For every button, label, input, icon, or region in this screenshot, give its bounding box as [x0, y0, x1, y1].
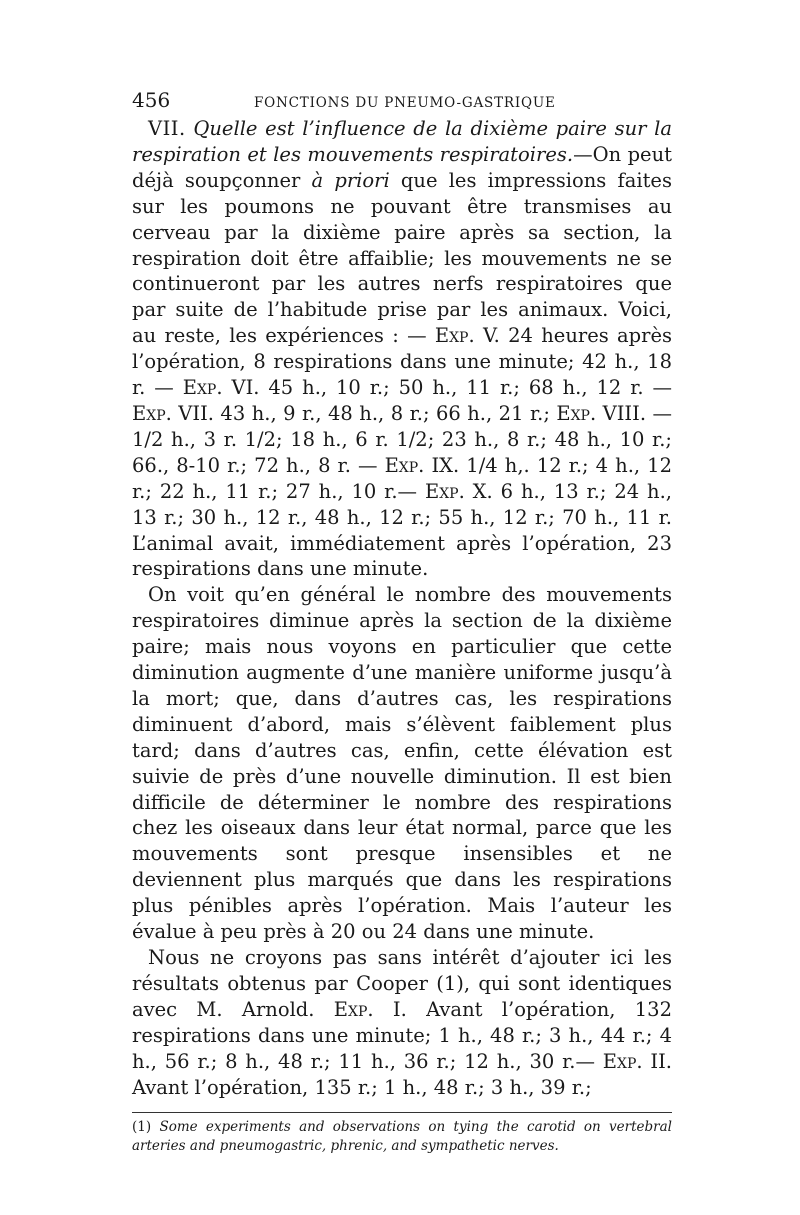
page-number: 456 [132, 88, 171, 112]
paragraph-general: On voit qu’en général le nombre des mouvements respiratoires diminue après la section de la dixième paire; mais nous voyons en particulier que cette diminution augmente d’une manière uniforme jusqu’à la mort; que, dans d’autres cas, les respirations diminuent d’abord, mais s’élèvent faiblement plus tard; dans d’autres cas, enfin, cette élévation est suivie de près d’une nouvelle diminution. Il est bien difficile de déterminer le nombre des respirations chez les oiseaux dans leur état normal, parce que les mouvements sont presque insensibles et ne deviennent plus marqués que dans les respirations plus pénibles après l’opération. Mais l’auteur les évalue à peu près à 20 ou 24 dans une minute. [132, 583, 672, 944]
text-span: II. Avant l’opération, 135 r.; 1 h., 48 r.; 3 h., 39 r.; [132, 1049, 672, 1099]
text-span: —On peut déjà soupçonner [132, 142, 672, 192]
text-span: VII. 43 h., 9 r., 48 h., 8 r.; 66 h., 21 r.; [171, 401, 557, 425]
text-span: VI. 45 h., 10 r.; 50 h., 11 r.; 68 h., 12 r. — [222, 376, 673, 400]
text-span: Nous ne croyons pas sans intérêt d’ajouter ici les résultats obtenus par Cooper (1), qui sont identiques avec M. Arnold. [132, 946, 672, 1021]
text-span: V. 24 heures après l’opération, 8 respirations dans une minute; 42 h., 18 r. — [132, 324, 673, 400]
paragraph-cooper [132, 945, 672, 1100]
section-number: VII. [148, 117, 186, 140]
text-span: VIII. — 1/2 h., 3 r. 1/2; 18 h., 6 r. 1/2; 23 h., 8 r.; 48 h., 10 r.; 66., 8-10 r.; 72 h., 8 r. — [132, 401, 672, 477]
paragraph-vii [132, 116, 672, 582]
exp-label: Exp. [556, 401, 597, 425]
footnote [132, 1118, 672, 1156]
exp-label: Exp. [182, 376, 223, 400]
exp-label: Exp. [132, 401, 172, 425]
exp-label: Exp. [333, 997, 374, 1021]
exp-label: Exp. [602, 1049, 643, 1073]
italic-phrase: à priori [311, 168, 390, 192]
section-question: Quelle est l’influence de la dixième paire sur la respiration et les mouvements respiratoires. [132, 117, 672, 166]
exp-label: Exp. [384, 453, 425, 477]
exp-label: Exp. [434, 324, 475, 348]
exp-label: Exp. [424, 479, 465, 503]
text-span: I. Avant l’opération, 132 respirations dans une minute; 1 h., 48 r.; 3 h., 44 r.; 4 h., 56 r.; 8 h., 48 r.; 11 h., 36 r.; 12 h., 30 r.— [132, 997, 672, 1073]
text-span: X. 6 h., 13 r.; 24 h., 13 r.; 30 h., 12 r., 48 h., 12 r.; 55 h., 12 r.; 70 h., 11 r. L’animal avait, immédiatement après l’opération, 23 respirations dans une minute. [132, 479, 672, 581]
body-text [132, 116, 672, 1100]
page-header [132, 88, 672, 116]
text-span: que les impressions faites sur les poumons ne pouvant être transmises au cerveau par la dixième paire après sa section, la respiration doit être affaiblie; les mouvements ne se continueront par les autres nerfs respiratoires que par suite de l’habitude prise par les animaux. Voici, au reste, les expériences : — [132, 168, 672, 348]
footnote-marker: (1) [132, 1119, 152, 1136]
text-span: IX. 1/4 h,. 12 r.; 4 h., 12 r.; 22 h., 11 r.; 27 h., 10 r.— [132, 453, 672, 503]
footnote-text: Some experiments and observations on tying the carotid on vertebral arteries and pneumogastric, phrenic, and sympathetic nerves. [132, 1119, 672, 1155]
running-title: FONCTIONS DU PNEUMO-GASTRIQUE [254, 95, 556, 111]
book-page [132, 88, 672, 1156]
footnote-divider [132, 1112, 672, 1113]
